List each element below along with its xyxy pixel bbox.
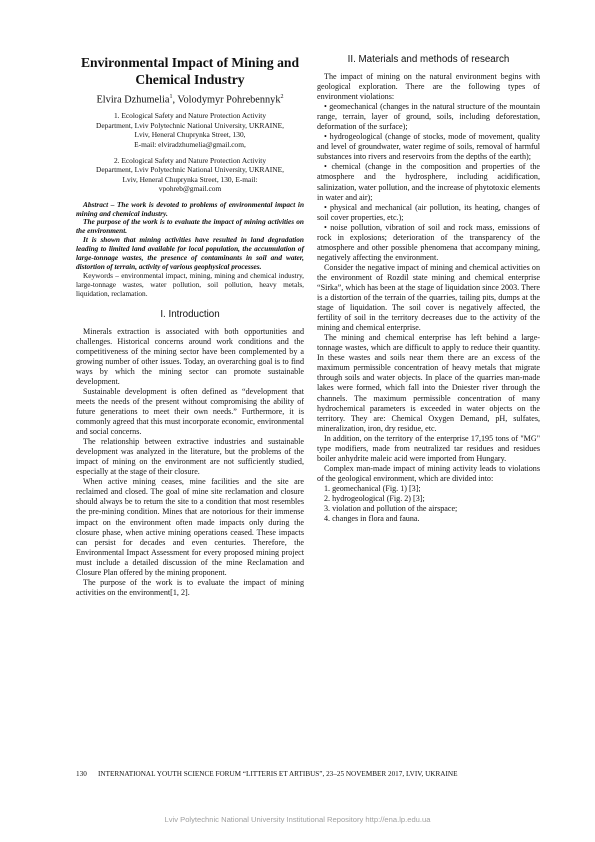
author-sup: 2: [280, 94, 284, 100]
abstract-paragraph: Abstract – The work is devoted to problems of environmental impact in mining and chemical industry.: [76, 199, 304, 218]
page-footer: [76, 770, 540, 779]
page-number: 130: [76, 770, 87, 778]
section-heading-methods: II. Materials and methods of research: [347, 54, 510, 65]
author-separator: ,: [172, 94, 178, 106]
right-column: [317, 54, 540, 524]
bullet-item: • physical and mechanical (air pollution, its heating, changes of soil cover properties, etc.);: [317, 202, 540, 222]
author-sup: 1: [169, 94, 173, 100]
introduction-body: [76, 327, 304, 598]
body-paragraph: When active mining ceases, mine facilities and the site are reclaimed and closed. The goal of mine site reclamation and closure should always be to return the site to a condition that most resembles the pre-mining condition. Mines that are notorious for their immense impact on the environment often made impacts only during the closure phase, when active mining operations ceased. These impacts can persist for decades and even centuries. Therefore, the Environmental Impact Assessment for every proposed mining project must include a detailed discussion of the mine Reclamation and Closure Plan offered by the mining proponent.: [76, 477, 304, 577]
keywords: Keywords – environmental impact, mining, mining and chemical industry, large-tonnage wastes, water pollution, soil pollution, heavy metals, liquidation, reclamation.: [76, 270, 304, 298]
body-paragraph: The relationship between extractive industries and sustainable development was analyzed in the literature, but the problems of the impact of mining on the environment are not sufficiently studied, especially at the stage of their closure.: [76, 437, 304, 477]
body-paragraph: Complex man-made impact of mining activity leads to violations of the geological environment, which are divided into:: [317, 463, 540, 483]
abstract: [76, 201, 304, 299]
affiliation-line: Department, Lviv Polytechnic National University, UKRAINE,: [96, 165, 284, 175]
authors: [76, 91, 304, 106]
affiliation-line: Department, Lviv Polytechnic National University, UKRAINE,: [96, 120, 284, 130]
body-paragraph: The mining and chemical enterprise has left behind a large-tonnage wastes, which are difficult to apply to reduce their quantity. In these wastes and soils near them there are an excess of the maximum permissible concentration of heavy metals that migrate through soils and water objects. In place of the quarries man-made lakes were formed, which fall into the Dniester river through the channels. The maximum permissible concentration of many hydrochemical parameters is exceeded in water objects on the territory. They are: Chemical Oxygen Demand, pH, sulfates, mineralization, iron, dry residue, etc.: [317, 333, 540, 433]
footer-conference: INTERNATIONAL YOUTH SCIENCE FORUM “LITTERIS ET ARTIBUS”, 23–25 NOVEMBER 2017, LVIV, UKRAINE: [98, 770, 458, 778]
bullet-item: • chemical (change in the composition and properties of the atmosphere and the hydrosphere, including acidification, salinization, water pollution, and the increase of phytotoxic elements in water and air);: [317, 162, 540, 202]
bullet-item: • noise pollution, vibration of soil and rock mass, emissions of rock in explosions; deterioration of the transparency of the atmosphere and other possible phenomena that accompany mining, negatively affecting the environment.: [317, 222, 540, 262]
body-paragraph: Sustainable development is often defined as “development that meets the needs of the present without compromising the ability of future generations to meet their own needs.” Furthermore, it is commonly agreed that this must incorporate economic, environmental and social concerns.: [76, 386, 304, 437]
body-paragraph: In addition, on the territory of the enterprise 17,195 tons of "MG" type modifiers, made from neutralized tar residues and residues boiler anhydrite maleic acid were imported from Hungary.: [317, 433, 540, 463]
affiliation-email[interactable]: E-mail: elviradzhumelia@gmail.com,: [134, 139, 246, 149]
body-paragraph: Minerals extraction is associated with both opportunities and challenges. Historical concerns around work conditions and the competitiveness of the mining sector have been complemented by a growing number of other issues. Today, an overarching goal is to find ways by which the mining sector can promote sustainable development.: [76, 326, 304, 386]
numbered-item: 3. violation and pollution of the airspace;: [324, 504, 458, 514]
affiliation-line: Lviv, Heneral Chuprynka Street, 130, E-mail:: [122, 174, 258, 184]
affiliation-2: [76, 156, 304, 194]
abstract-paragraph: The purpose of the work is to evaluate the impact of mining activities on the environment.: [76, 217, 304, 236]
abstract-paragraph: It is shown that mining activities have resulted in land degradation leading to limited land available for local population, the accumulation of large-tonnage wastes, the presence of contaminants in soil and water, distortion of terrain, activity of various geophysical processes.: [76, 235, 304, 272]
affiliation-line: 2. Ecological Safety and Nature Protection Activity: [113, 156, 267, 166]
bullet-item: • geomechanical (changes in the natural structure of the mountain range, terrain, layer of ground, soils, including deforestation, deformation of the surface);: [317, 102, 540, 132]
author-name: Volodymyr Pohrebennyk: [177, 94, 281, 106]
paper-title: Environmental Impact of Mining and Chemical Industry: [80, 55, 300, 87]
body-paragraph: The purpose of the work is to evaluate the impact of mining activities on the environment[1, 2].: [76, 577, 304, 597]
numbered-item: 1. geomechanical (Fig. 1) [3];: [324, 483, 421, 493]
numbered-item: 2. hydrogeological (Fig. 2) [3];: [324, 493, 425, 503]
repository-watermark[interactable]: Lviv Polytechnic National University Institutional Repository http://ena.lp.edu.ua: [164, 815, 431, 824]
author-name: Elvira Dzhumelia: [96, 94, 170, 106]
affiliation-1: [76, 111, 304, 149]
left-column: [76, 54, 304, 598]
affiliation-line: Lviv, Heneral Chuprynka Street, 130,: [134, 130, 246, 140]
section-heading-introduction: I. Introduction: [160, 308, 220, 320]
methods-body: [317, 72, 540, 524]
numbered-item: 4. changes in flora and fauna.: [324, 514, 420, 524]
bullet-item: • hydrogeological (change of stocks, mode of movement, quality and level of groundwater, water regime of soils, removal of harmful substances into rivers and reservoirs from the depths of the earth);: [317, 132, 540, 162]
body-paragraph: Consider the negative impact of mining and chemical activities on the environment of Rozdil state mining and chemical enterprise “Sirka”, which has been at the stage of liquidation since 2003. There is a distortion of the terrain of the quarries, tailing pits, dumps at the stage of liquidation. The soil cover is negatively affected, the fertility of soil in the territory decreases due to the activity of the mining and chemical enterprise.: [317, 262, 540, 333]
affiliation-line: 1. Ecological Safety and Nature Protection Activity: [113, 111, 267, 121]
affiliation-email[interactable]: vpohreb@gmail.com: [158, 184, 222, 194]
body-paragraph: The impact of mining on the natural environment begins with geological exploration. There are the following types of environment violations:: [317, 72, 540, 102]
